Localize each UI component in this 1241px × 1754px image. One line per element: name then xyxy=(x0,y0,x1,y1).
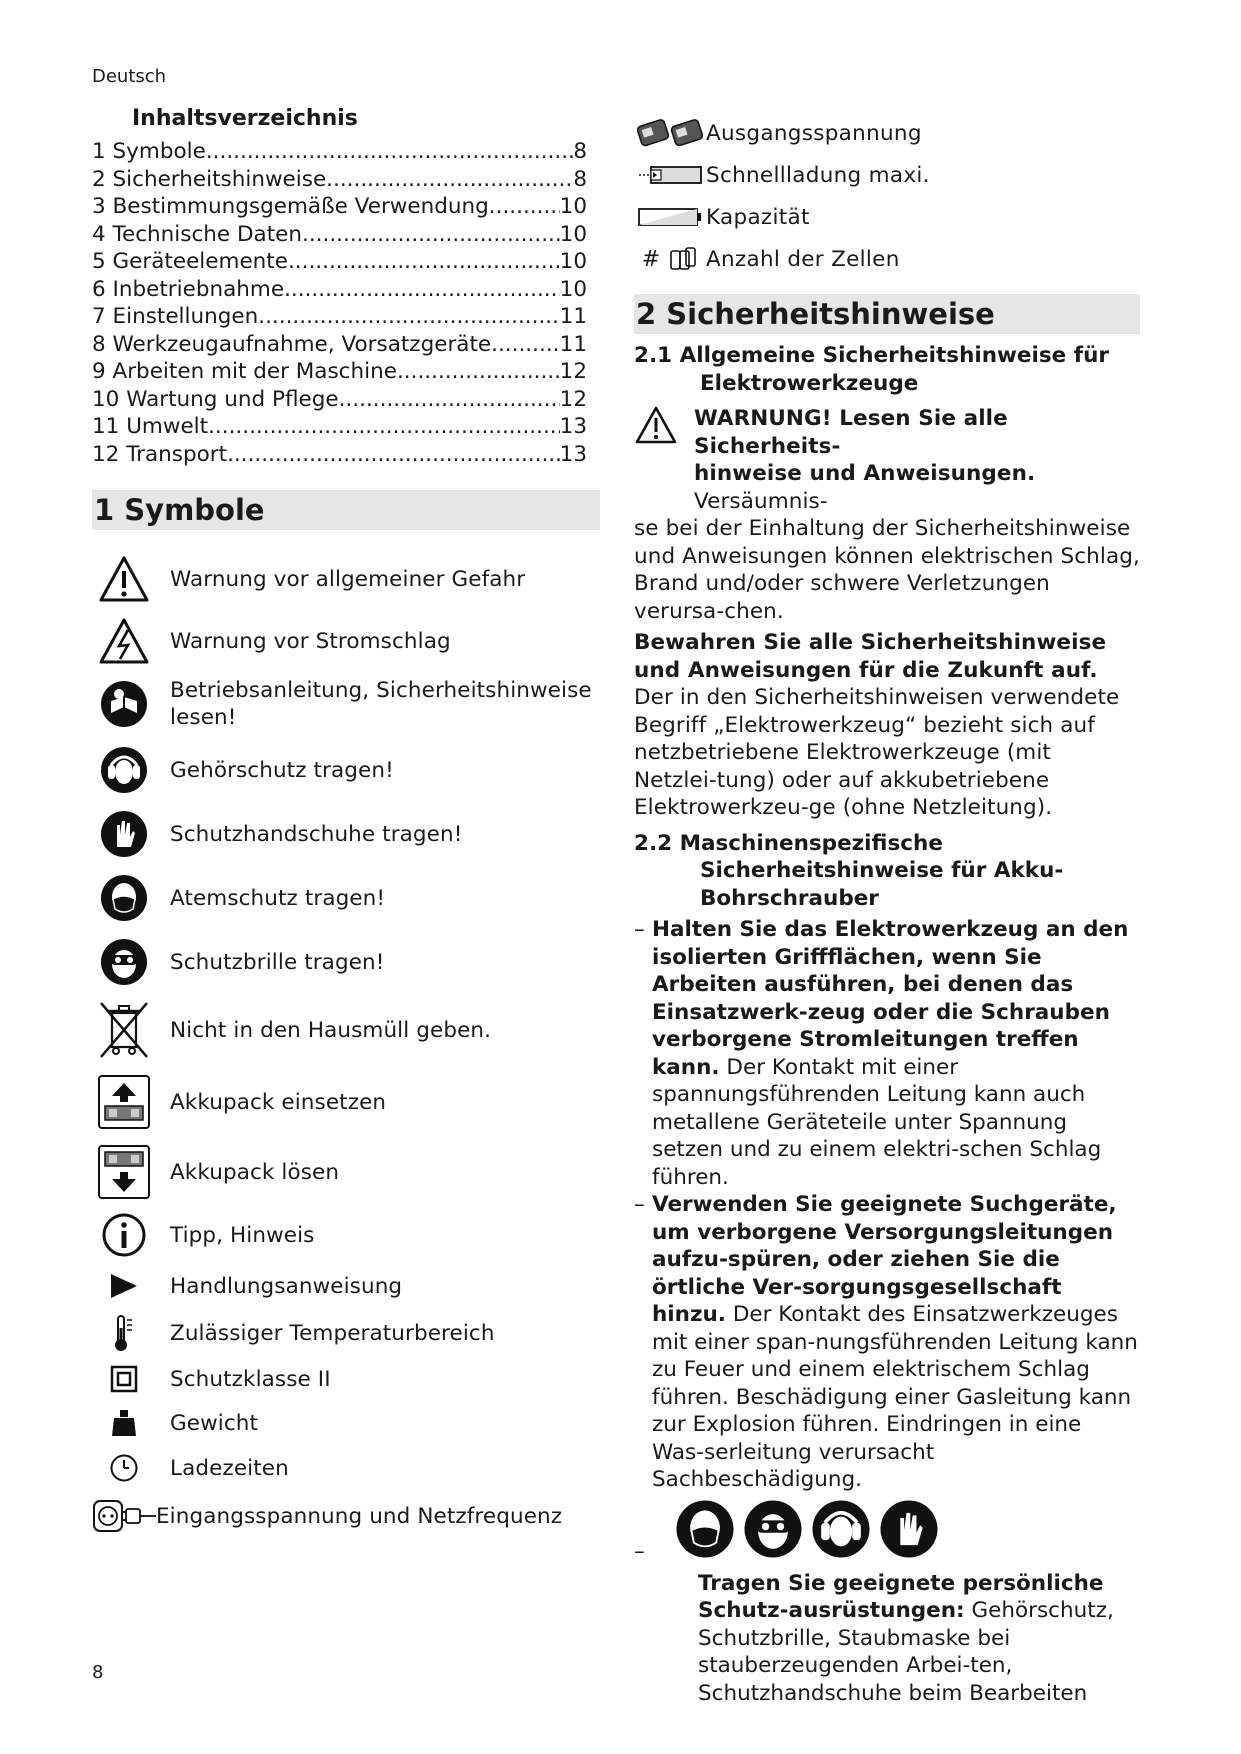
play-arrow-icon xyxy=(92,1272,156,1300)
safety-heading: 2 Sicherheitshinweise xyxy=(634,294,1140,334)
symbol-text: Gehörschutz tragen! xyxy=(170,757,394,783)
symbol-row xyxy=(92,994,600,1066)
symbol-text: Nicht in den Hausmüll geben. xyxy=(170,1017,492,1043)
toc-item[interactable] xyxy=(92,441,587,469)
respirator-icon xyxy=(92,873,156,923)
symbol-text: Schutzhandschuhe tragen! xyxy=(170,821,463,847)
toc-item[interactable] xyxy=(92,193,587,221)
info-icon xyxy=(92,1212,156,1258)
goggles-icon xyxy=(92,937,156,987)
warning-paragraph xyxy=(634,405,1140,625)
battery-release-icon xyxy=(92,1144,156,1200)
weight-icon xyxy=(92,1408,156,1438)
symbol-row xyxy=(92,1358,600,1400)
capacity-icon xyxy=(634,206,706,228)
ear-protection-icon xyxy=(810,1498,872,1560)
language-label: Deutsch xyxy=(92,66,167,87)
table-of-contents xyxy=(92,138,600,468)
subheading-line: Sicherheitshinweise für Akku- xyxy=(700,858,1064,883)
toc-item[interactable] xyxy=(92,221,587,249)
symbol-text: Ladezeiten xyxy=(170,1455,289,1481)
battery-pair-icon xyxy=(634,117,706,149)
toc-item-label: 5 Geräteelemente xyxy=(92,249,288,274)
warning-triangle-icon xyxy=(634,405,694,515)
toc-item-page: 11 xyxy=(559,331,587,357)
toc-item[interactable] xyxy=(92,358,587,386)
warning-continued: se bei der Einhaltung der Sicherheitshinweise und Anweisungen können elektrischen Schlag, Brand und/oder schwere Verletzungen verursa-chen. xyxy=(634,516,1140,624)
hash-sign: # xyxy=(641,246,661,272)
toc-item-page: 8 xyxy=(573,139,587,164)
symbol-row xyxy=(92,930,600,994)
symbol-text: Akkupack lösen xyxy=(170,1159,340,1185)
protection-class-2-icon xyxy=(92,1365,156,1393)
toc-item-label: 12 Transport xyxy=(92,441,228,467)
symbol-text: Atemschutz tragen! xyxy=(170,885,386,911)
symbol-row xyxy=(634,112,1140,154)
toc-title: Inhaltsverzeichnis xyxy=(132,106,358,131)
right-symbol-list xyxy=(634,112,1140,280)
list-item: – Halten Sie das Elektrowerkzeug an den isolierten Griffflächen, wenn Sie Arbeiten ausführen, bei denen das Einsatzwerk-zeug oder die Schrauben verborgene Stromleitungen treffen kann. Der Kontakt mit einer spannungsführenden Leitung kann auch metallene Geräteteile unter Spannung setzen und zu einem elektri-schen Schlag führen. xyxy=(634,917,1129,1190)
symbol-list xyxy=(92,546,600,1542)
warning-text: Versäumnis- xyxy=(694,488,828,514)
symbol-row xyxy=(92,1138,600,1206)
symbol-row xyxy=(92,738,600,802)
toc-item-page: 10 xyxy=(559,276,587,302)
respirator-icon xyxy=(674,1498,736,1560)
crossed-bin-icon xyxy=(92,999,156,1061)
symbol-text: Handlungsanweisung xyxy=(170,1273,403,1299)
list-item-bold: Halten Sie das Elektrowerkzeug an den isolierten Griffflächen, wenn Sie Arbeiten ausführen, bei denen das Einsatzwerk-zeug oder die Schrauben verborgene Stromleitungen treffen kann. xyxy=(652,917,1129,1080)
toc-item-page: 13 xyxy=(559,441,587,467)
list-item-bold: Verwenden Sie geeignete Suchgeräte, um verborgene Versorgungsleitungen aufzu-spüren, oder ziehen Sie die örtliche Ver-sorgungsgesellschaft hinzu. xyxy=(652,1192,1117,1327)
symbol-text: Warnung vor Stromschlag xyxy=(170,628,451,654)
symbol-text: Tipp, Hinweis xyxy=(170,1222,315,1248)
symbol-text: Betriebsanleitung, Sicherheitshinweise lesen! xyxy=(170,678,592,730)
ear-protection-icon xyxy=(92,745,156,795)
subheading-line: 2.1 Allgemeine Sicherheitshinweise für xyxy=(634,343,1109,368)
symbol-row xyxy=(634,238,1140,280)
list-item: – Tragen Sie geeignete persönliche Schutz-ausrüstungen: Gehörschutz, Schutzbrille, Staubmaske bei stauberzeugenden Arbei-ten, Schutzhandschuhe beim Bearbeiten xyxy=(634,1498,1140,1708)
list-item: – Verwenden Sie geeignete Suchgeräte, um verborgene Versorgungsleitungen aufzu-spüren, oder ziehen Sie die örtliche Ver-sorgungsgesellschaft hinzu. Der Kontakt des Einsatzwerkzeuges mit einer span-nungsführenden Leitung kann zu Feuer und einem elektrischem Schlag führen. Beschädigung einer Gasleitung kann zur Explosion führen. Eindringen in eine Was-serleitung verursacht Sachbeschädigung. xyxy=(634,1192,1138,1492)
symbol-row xyxy=(92,1264,600,1308)
thermometer-icon xyxy=(92,1314,156,1352)
symbol-row xyxy=(92,1206,600,1264)
symbol-text: Schnellladung maxi. xyxy=(706,162,930,188)
list-item-text: Der Kontakt mit einer spannungsführenden Leitung kann auch metallene Geräteteile unter Spannung setzen und zu einem elektri-schen Schlag führen. xyxy=(652,1054,1102,1190)
keep-instructions: Bewahren Sie alle Sicherheitshinweise und Anweisungen für die Zukunft auf. xyxy=(634,630,1107,683)
toc-item[interactable] xyxy=(92,303,587,331)
toc-item-page: 10 xyxy=(559,249,587,274)
subheading-general xyxy=(634,342,1140,397)
toc-item[interactable] xyxy=(92,331,587,359)
toc-item-label: 8 Werkzeugaufnahme, Vorsatzgeräte xyxy=(92,331,492,357)
toc-item[interactable] xyxy=(92,276,587,304)
fast-charge-icon xyxy=(634,164,706,186)
toc-item-label: 3 Bestimmungsgemäße Verwendung xyxy=(92,194,489,219)
toc-item[interactable] xyxy=(92,386,587,414)
toc-item-label: 9 Arbeiten mit der Maschine xyxy=(92,359,397,384)
symbol-row xyxy=(92,1446,600,1490)
toc-item-label: 4 Technische Daten xyxy=(92,221,302,247)
symbol-text: Ausgangsspannung xyxy=(706,120,922,146)
subheading-line: Elektrowerkzeuge xyxy=(700,370,919,396)
symbol-text: Anzahl der Zellen xyxy=(706,246,900,272)
symbol-text: Eingangsspannung und Netzfrequenz xyxy=(156,1503,563,1529)
toc-item-page: 10 xyxy=(559,194,587,219)
symbol-row xyxy=(92,802,600,866)
right-column xyxy=(634,100,1140,1707)
symbol-row xyxy=(92,546,600,612)
toc-item-label: 10 Wartung und Pflege xyxy=(92,386,339,412)
page-number: 8 xyxy=(92,1662,104,1683)
symbol-row xyxy=(92,866,600,930)
cell-count-icon xyxy=(634,245,706,273)
symbol-row xyxy=(634,196,1140,238)
warning-bold-line: WARNUNG! Lesen Sie alle Sicherheits- xyxy=(694,406,1008,459)
symbol-row xyxy=(634,154,1140,196)
toc-item-page: 8 xyxy=(573,166,587,192)
symbol-text: Akkupack einsetzen xyxy=(170,1089,387,1115)
symbol-text: Schutzklasse II xyxy=(170,1366,331,1392)
left-column xyxy=(92,100,600,1542)
symbol-text: Warnung vor allgemeiner Gefahr xyxy=(170,566,526,592)
toc-item[interactable] xyxy=(92,248,587,276)
symbol-text: Zulässiger Temperaturbereich xyxy=(170,1320,495,1346)
gloves-icon xyxy=(92,809,156,859)
symbol-row xyxy=(92,1400,600,1446)
gloves-icon xyxy=(878,1498,940,1560)
clock-icon xyxy=(92,1453,156,1483)
toc-item-page: 12 xyxy=(559,359,587,384)
toc-item-label: 1 Symbole xyxy=(92,139,206,164)
toc-item-page: 13 xyxy=(559,414,587,439)
symbol-row xyxy=(92,670,600,738)
ppe-icons xyxy=(652,1498,1140,1560)
electric-shock-warning-icon xyxy=(92,617,156,665)
toc-item-label: 11 Umwelt xyxy=(92,414,209,439)
term-definition: Der in den Sicherheitshinweisen verwendete Begriff „Elektrowerkzeug“ bezieht sich auf netzbetriebene Elektrowerkzeuge (mit Netzlei-tung) oder auf akkubetriebene Elektrowerkzeu-ge (ohne Netzleitung). xyxy=(634,685,1120,820)
subheading-line: Bohrschrauber xyxy=(700,885,879,911)
read-manual-icon xyxy=(92,679,156,729)
symbol-text: Kapazität xyxy=(706,204,810,230)
toc-item[interactable] xyxy=(92,166,587,194)
toc-item[interactable] xyxy=(92,138,587,166)
battery-insert-icon xyxy=(92,1074,156,1130)
toc-item[interactable] xyxy=(92,413,587,441)
warning-triangle-icon xyxy=(92,555,156,603)
list-item-bold: Tragen Sie geeignete persönliche Schutz-ausrüstungen: xyxy=(698,1570,1104,1623)
symbol-row xyxy=(92,612,600,670)
symbol-row xyxy=(92,1490,600,1542)
toc-item-page: 10 xyxy=(559,221,587,247)
symbol-row xyxy=(92,1066,600,1138)
goggles-icon xyxy=(742,1498,804,1560)
symbol-row xyxy=(92,1308,600,1358)
symbol-text: Gewicht xyxy=(170,1410,259,1436)
toc-item-page: 12 xyxy=(559,386,587,412)
toc-item-label: 6 Inbetriebnahme xyxy=(92,276,285,302)
symbols-heading: 1 Symbole xyxy=(92,490,600,530)
list-item-text: Gehörschutz, Schutzbrille, Staubmaske bei stauberzeugenden Arbei-ten, Schutzhandschuhe beim Bearbeiten xyxy=(698,1598,1114,1706)
symbol-text: Schutzbrille tragen! xyxy=(170,949,385,975)
toc-item-label: 2 Sicherheitshinweise xyxy=(92,166,327,192)
subheading-line: 2.2 Maschinenspezifische xyxy=(634,830,943,856)
warning-bold-text: hinweise und Anweisungen. xyxy=(694,461,1036,486)
socket-plug-icon xyxy=(92,1498,156,1534)
toc-item-page: 11 xyxy=(559,304,587,329)
subheading-specific xyxy=(634,830,1140,913)
toc-item-label: 7 Einstellungen xyxy=(92,304,259,329)
list-item-text: Der Kontakt des Einsatzwerkzeuges mit einer span-nungsführenden Leitung kann zu Feuer und einem elektrischem Schlag führen. Beschädigung einer Gasleitung kann zur Explosion führen. Eindringen in eine Was-serleitung verursacht Sachbeschädigung. xyxy=(652,1302,1138,1492)
